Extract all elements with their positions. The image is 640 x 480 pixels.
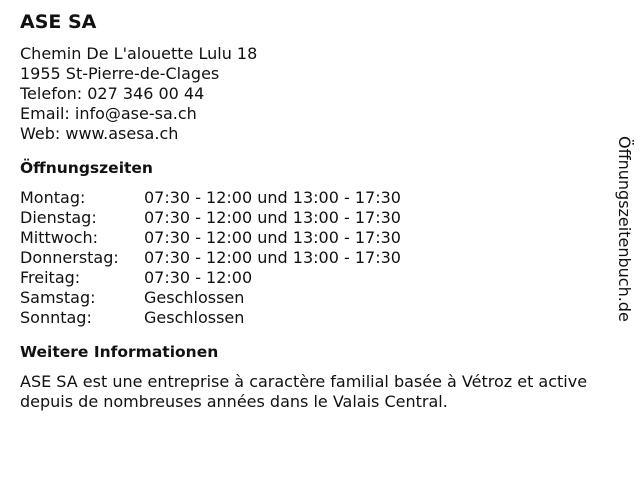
info-heading: Weitere Informationen xyxy=(20,343,219,361)
day-label: Montag: xyxy=(20,188,86,207)
hours-row-thursday xyxy=(20,248,401,268)
day-label: Freitag: xyxy=(20,268,81,287)
time-label: Geschlossen xyxy=(144,288,245,307)
day-label: Sonntag: xyxy=(20,308,92,327)
watermark xyxy=(613,136,635,366)
hours-row-wednesday xyxy=(20,228,401,248)
info-description: ASE SA est une entreprise à caractère familial basée à Vétroz et active depuis de nombreuses années dans le Valais Central. xyxy=(20,372,588,411)
watermark-text: Öffnungszeitenbuch.de xyxy=(615,136,634,322)
hours-table xyxy=(20,188,401,328)
company-name: ASE SA xyxy=(20,11,97,33)
time-label: 07:30 - 12:00 und 13:00 - 17:30 xyxy=(144,248,401,267)
time-label: 07:30 - 12:00 und 13:00 - 17:30 xyxy=(144,188,401,207)
hours-row-monday xyxy=(20,188,401,208)
day-label: Donnerstag: xyxy=(20,248,119,267)
web-text: Web: www.asesa.ch xyxy=(20,124,179,143)
time-label: Geschlossen xyxy=(144,308,245,327)
time-label: 07:30 - 12:00 und 13:00 - 17:30 xyxy=(144,208,401,227)
hours-row-tuesday xyxy=(20,208,401,228)
hours-row-friday xyxy=(20,268,401,288)
address-street: Chemin De L'alouette Lulu 18 xyxy=(20,44,258,63)
email-text: Email: info@ase-sa.ch xyxy=(20,104,197,123)
address-block xyxy=(20,44,600,144)
time-label: 07:30 - 12:00 xyxy=(144,268,253,287)
hours-row-sunday xyxy=(20,308,401,328)
hours-row-saturday xyxy=(20,288,401,308)
day-label: Samstag: xyxy=(20,288,96,307)
day-label: Dienstag: xyxy=(20,208,97,227)
day-label: Mittwoch: xyxy=(20,228,98,247)
address-city: 1955 St-Pierre-de-Clages xyxy=(20,64,220,83)
hours-heading: Öffnungszeiten xyxy=(20,159,153,177)
business-card xyxy=(20,10,600,412)
time-label: 07:30 - 12:00 und 13:00 - 17:30 xyxy=(144,228,401,247)
phone-text: Telefon: 027 346 00 44 xyxy=(20,84,205,103)
